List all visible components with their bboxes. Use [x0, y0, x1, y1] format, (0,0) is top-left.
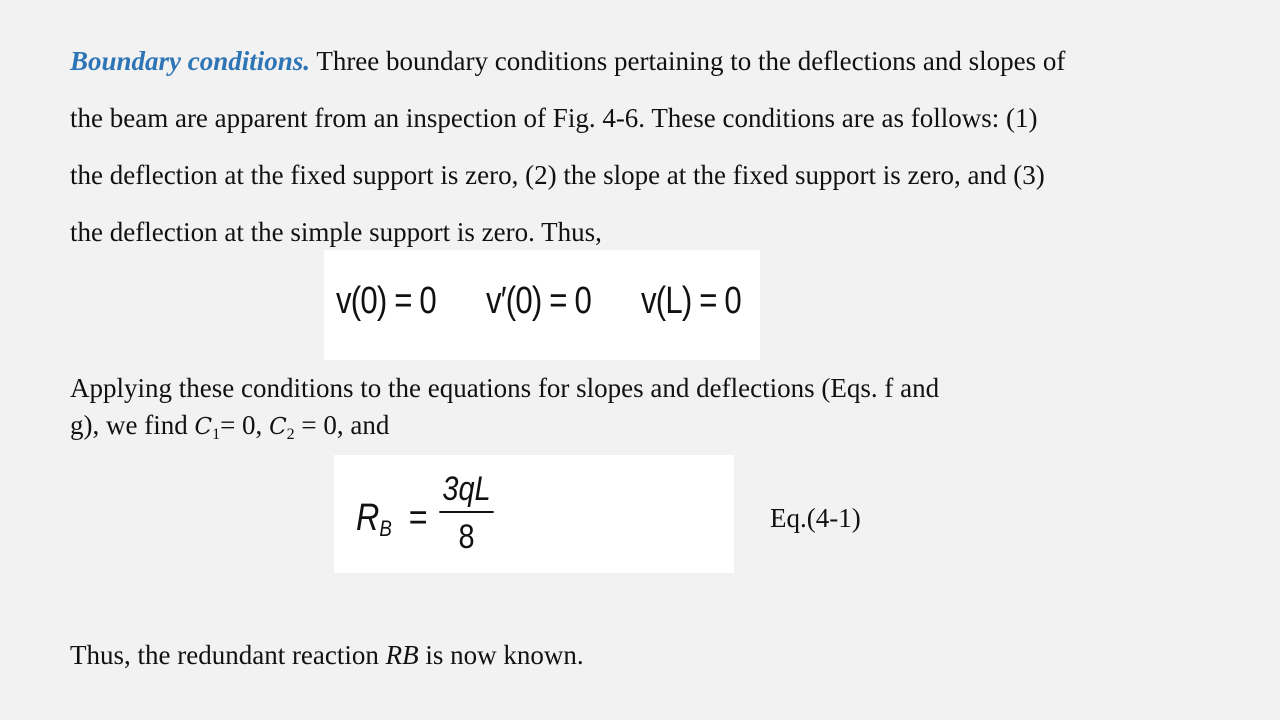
boundary-equations-image	[324, 250, 760, 360]
fraction-bar	[439, 511, 493, 513]
constant-c2-subscript: 2	[286, 426, 295, 443]
paragraph-line-1-text: Three boundary conditions pertaining to the deflections and slopes of	[310, 46, 1066, 76]
fraction-denominator: 8	[458, 518, 475, 556]
apply-line-1: Applying these conditions to the equations for slopes and deflections (Eqs. f and	[70, 373, 940, 403]
paragraph-line-4: the deflection at the simple support is zero. Thus,	[70, 217, 602, 247]
equation-deflection-at-zero: v(0) = 0	[336, 280, 436, 322]
closing-prefix: Thus, the redundant reaction	[70, 640, 386, 670]
closing-suffix: is now known.	[418, 640, 584, 670]
paragraph-line-2: the beam are apparent from an inspection of Fig. 4-6. These conditions are as follows: (1)	[70, 103, 1038, 133]
reaction-formula-image	[334, 455, 734, 573]
constant-c2-symbol: C	[269, 414, 287, 440]
constant-c1-subscript: 1	[212, 426, 221, 443]
closing-symbol: RB	[385, 640, 419, 670]
apply-line-2-start: g), we find	[70, 410, 195, 440]
constant-c1-value: = 0,	[220, 410, 270, 440]
paragraph-line-3: the deflection at the fixed support is zero, (2) the slope at the fixed support is zero, and (3)	[70, 160, 1045, 190]
constant-c1-symbol: C	[194, 414, 213, 440]
equation-deflection-at-L: v(L) = 0	[641, 280, 741, 322]
closing-sentence	[70, 640, 584, 671]
paragraph-lead-heading: Boundary conditions.	[70, 46, 311, 76]
reaction-symbol	[356, 497, 392, 542]
equation-number-label: Eq.(4-1)	[770, 503, 861, 533]
reaction-symbol-subscript: B	[379, 516, 392, 541]
equation-slope-at-zero: v′(0) = 0	[486, 280, 591, 322]
apply-conditions-paragraph	[70, 370, 1170, 453]
boundary-conditions-paragraph	[70, 33, 1260, 261]
apply-line-2	[70, 407, 1170, 453]
reaction-fraction	[439, 469, 493, 557]
reaction-equals-sign: =	[408, 497, 428, 539]
paragraph-line-1	[70, 33, 1260, 90]
constant-c2-value: = 0, and	[294, 410, 390, 440]
reaction-symbol-letter: R	[356, 497, 380, 539]
fraction-numerator: 3qL	[442, 470, 491, 508]
